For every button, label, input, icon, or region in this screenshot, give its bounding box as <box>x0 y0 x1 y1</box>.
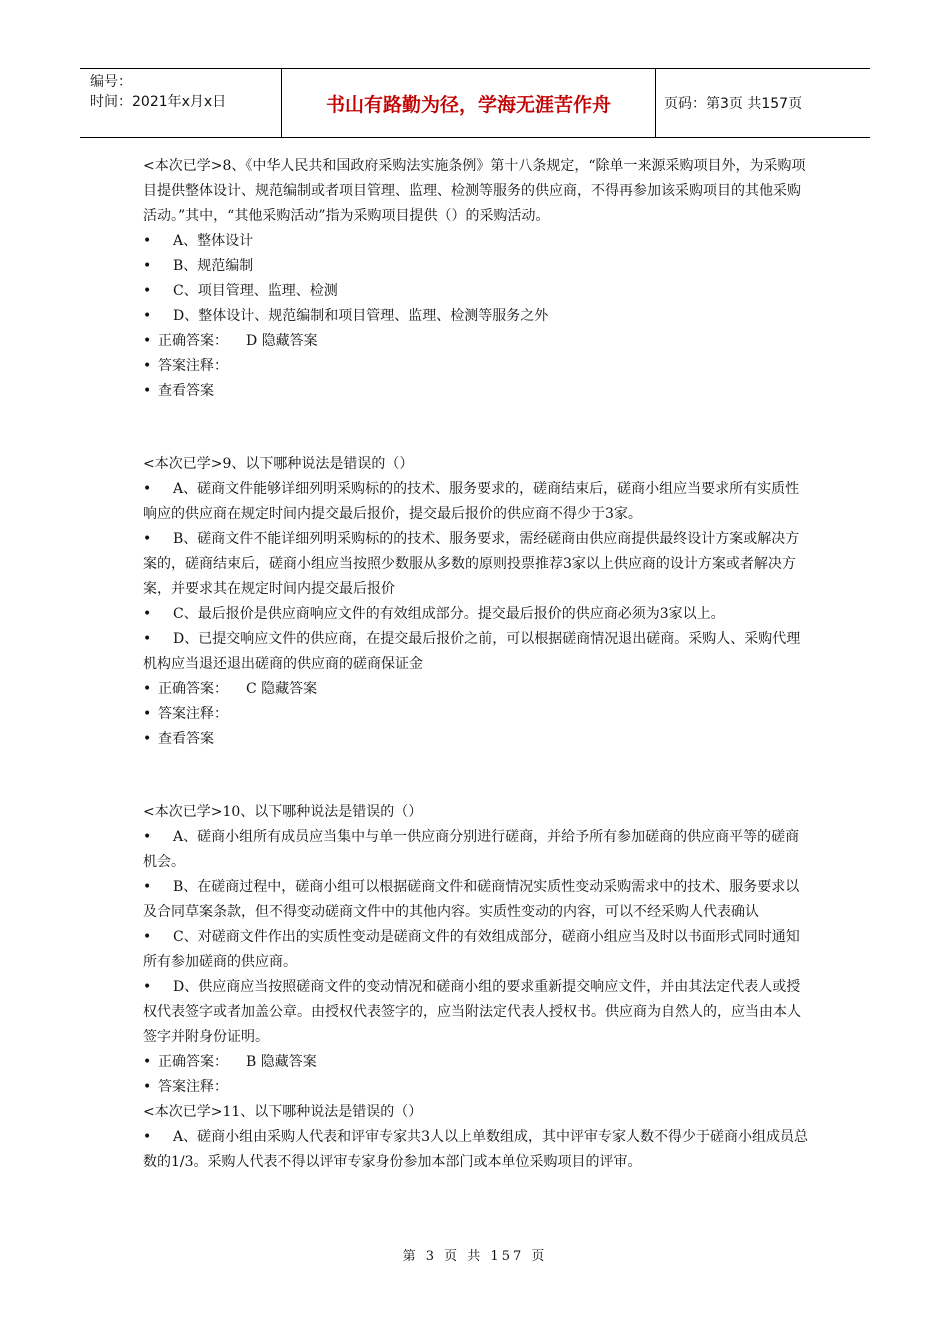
option-item: • A、磋商文件能够详细列明采购标的的技术、服务要求的，磋商结束后，磋商小组应当要求所有实质性响应的供应商在规定时间内提交最后报价，提交最后报价的供应商不得少于3家。 <box>143 481 800 522</box>
answer-note: • 答案注释： <box>143 358 228 374</box>
option-item: • A、磋商小组所有成员应当集中与单一供应商分别进行磋商，并给予所有参加磋商的供应商平等的磋商机会。 <box>143 829 800 870</box>
option-item: • C、对磋商文件作出的实质性变动是磋商文件的有效组成部分，磋商小组应当及时以书面形式同时通知所有参加磋商的供应商。 <box>143 929 800 970</box>
header-meta-cell <box>80 69 282 137</box>
question-block <box>143 1100 808 1175</box>
answer-note: • 答案注释： <box>143 706 228 722</box>
answer-line: • 正确答案： C 隐藏答案 <box>143 681 318 697</box>
question-stem: <本次已学>11、以下哪种说法是错误的（） <box>143 1104 423 1120</box>
option-item: • A、整体设计 <box>143 233 254 249</box>
question-block <box>143 154 808 404</box>
option-item: • D、供应商应当按照磋商文件的变动情况和磋商小组的要求重新提交响应文件，并由其法定代表人或授权代表签字或者加盖公章。由授权代表签字的，应当附法定代表人授权书。供应商为自然人的，应当由本人签字并附身份证明。 <box>143 979 801 1045</box>
page-header <box>80 68 870 138</box>
question-block <box>143 800 808 1100</box>
answer-value: B <box>246 1054 257 1070</box>
view-answer-link[interactable]: • 查看答案 <box>143 383 214 399</box>
option-item: • C、项目管理、监理、检测 <box>143 283 338 299</box>
option-item: • A、磋商小组由采购人代表和评审专家共3人以上单数组成，其中评审专家人数不得少于磋商小组成员总数的1/3。采购人代表不得以评审专家身份参加本部门或本单位采购项目的评审。 <box>143 1129 809 1170</box>
page-footer: 第 3 页 共 157 页 <box>402 1249 548 1264</box>
view-answer-link[interactable]: • 查看答案 <box>143 731 214 747</box>
question-block <box>143 452 808 752</box>
option-item: • D、已提交响应文件的供应商，在提交最后报价之前，可以根据磋商情况退出磋商。采购人、采购代理机构应当退还退出磋商的供应商的磋商保证金 <box>143 631 801 672</box>
page-info: 页码：第3页 共157页 <box>664 96 803 112</box>
document-body <box>143 154 808 1175</box>
time-label: 时间：2021年x月x日 <box>90 94 227 110</box>
answer-line: • 正确答案： D 隐藏答案 <box>143 333 318 349</box>
question-stem: <本次已学>9、以下哪种说法是错误的（） <box>143 456 414 472</box>
hide-answer-link[interactable]: 隐藏答案 <box>261 681 318 697</box>
number-label: 编号： <box>90 74 132 90</box>
question-stem: <本次已学>8、《中华人民共和国政府采购法实施条例》第十八条规定，“除单一来源采购项目外，为采购项目提供整体设计、规范编制或者项目管理、监理、检测等服务的供应商，不得再参加该采购项目的其他采购活动。”其中，“其他采购活动”指为采购项目提供（）的采购活动。 <box>143 158 806 224</box>
hide-answer-link[interactable]: 隐藏答案 <box>260 1054 317 1070</box>
hide-answer-link[interactable]: 隐藏答案 <box>261 333 318 349</box>
option-item: • B、磋商文件不能详细列明采购标的的技术、服务要求，需经磋商由供应商提供最终设计方案或解决方案的，磋商结束后，磋商小组应当按照少数服从多数的原则投票推荐3家以上供应商的设计方案或者解决方案，并要求其在规定时间内提交最后报价 <box>143 531 800 597</box>
answer-line: • 正确答案： B 隐藏答案 <box>143 1054 317 1070</box>
option-item: • C、最后报价是供应商响应文件的有效组成部分。提交最后报价的供应商必须为3家以上。 <box>143 606 725 622</box>
question-stem: <本次已学>10、以下哪种说法是错误的（） <box>143 804 423 820</box>
answer-note: • 答案注释： <box>143 1079 228 1095</box>
answer-value: C <box>246 681 257 697</box>
motto: 书山有路勤为径，学海无涯苦作舟 <box>282 69 656 137</box>
answer-value: D <box>246 333 258 349</box>
option-item: • D、整体设计、规范编制和项目管理、监理、检测等服务之外 <box>143 308 549 324</box>
option-item: • B、规范编制 <box>143 258 254 274</box>
option-item: • B、在磋商过程中，磋商小组可以根据磋商文件和磋商情况实质性变动采购需求中的技术、服务要求以及合同草案条款，但不得变动磋商文件中的其他内容。实质性变动的内容，可以不经采购人代表确认 <box>143 879 800 920</box>
